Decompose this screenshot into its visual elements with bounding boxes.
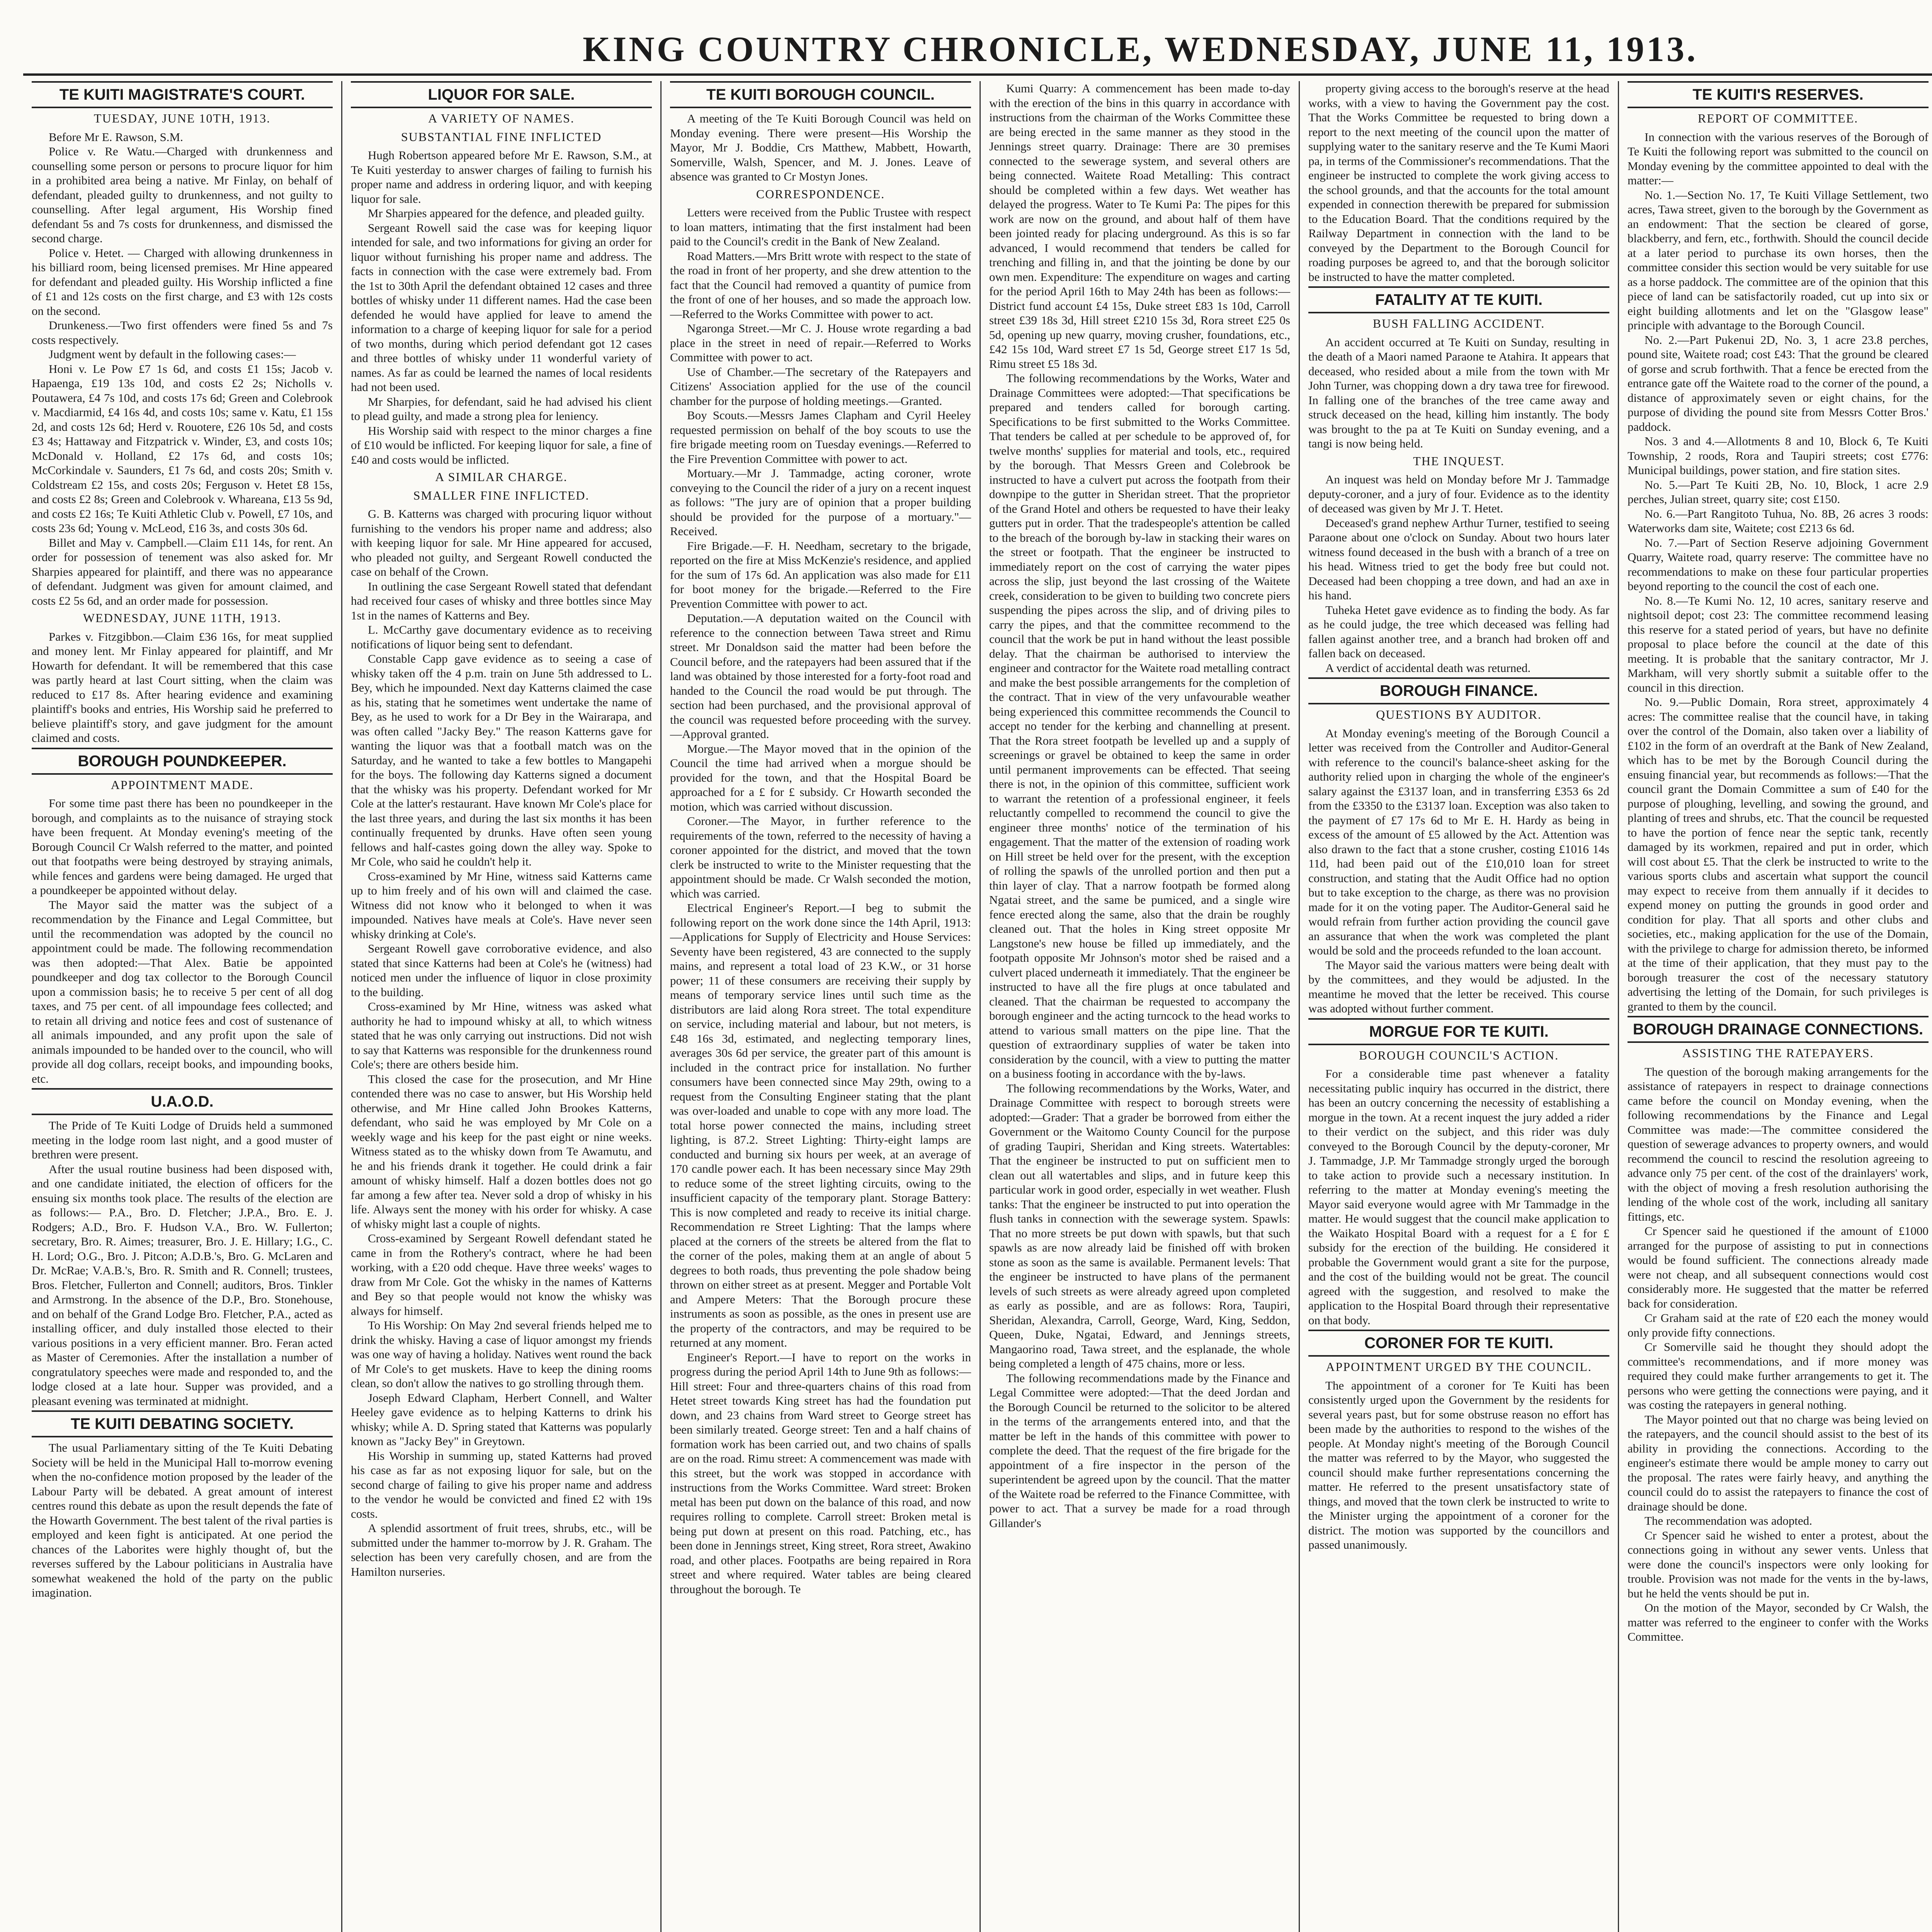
article-body — [32, 1440, 333, 1600]
article-paragraph: To His Worship: On May 2nd several friends helped me to drink the whisky. Having a case of liquor amongst my friends was one way of having a holiday. Natives went round the back of Mr Cole's to get muskets. Have to keep the dining rooms clean, so don't allow the natives to go strolling through them. — [351, 1318, 652, 1390]
article-body — [1308, 335, 1609, 451]
article-paragraph: No. 9.—Public Domain, Rora street, approximately 4 acres: The committee realise that the council have, in taking over the control of the Domain, also taken over a liability of £102 in the form of an overdraft at the Bank of New Zealand, which has to be met by the Borough Council during the ensuing financial year, but recommends as follows:—That the council grant the Domain Committee a sum of £40 for the purpose of ploughing, levelling, and sowing the ground, and planting of trees and shrubs, etc. That the council be requested to have the portion of fence near the septic tank, recently damaged by its workmen, repaired and put in order, which will cost about £5. That the clerk be instructed to write to the various sports clubs and ascertain what support the council may expect to receive from them annually if it decides to expend money on putting the grounds in good order and condition for play. That all sports and other clubs and societies, etc., making application for the use of the Domain, with the privilege to charge for admission thereto, be informed at the time of their application, that they must pay to the borough treasurer the cost of the necessary statutory advertising the letting of the Domain, for such privileges is granted to them by the council. — [1628, 695, 1929, 1013]
article-subheading: CORRESPONDENCE. — [756, 187, 885, 201]
article-paragraph: The Pride of Te Kuiti Lodge of Druids held a summoned meeting in the lodge room last night, and a good muster of brethren were present. — [32, 1119, 333, 1161]
article-paragraph: Coroner.—The Mayor, in further reference to the requirements of the town, referred to the necessity of having a coroner appointed for the district, and moved that the town clerk be instructed to write to the Minister requesting that the appointment should be made. Cr Walsh seconded the motion, which was carried. — [670, 814, 971, 900]
article-paragraph: L. McCarthy gave documentary evidence as to receiving notifications of liquor being sent to defendant. — [351, 623, 652, 651]
article-paragraph: No. 1.—Section No. 17, Te Kuiti Village Settlement, two acres, Tawa street, given to the borough by the Government as an endowment: That the section be cleared of gorse, blackberry, and fern, etc., forthwith. Should the council decide at a later period to purchase its own horses, then the committee consider this section would be very suitable for use as a horse paddock. The committee are of the opinion that this piece of land can be satisfactorily roaded, cut up into six or eight building allotments and let on the "Glasgow lease" principle with advantage to the Borough Council. — [1628, 188, 1929, 332]
article-paragraph: Cross-examined by Mr Hine, witness said Katterns came up to him freely and of his own will and claimed the case. Witness did not know who it belonged to when it was impounded. Natives have meals at Cole's. Have never seen whisky drinking at Cole's. — [351, 869, 652, 941]
article-paragraph: Drunkeness.—Two first offenders were fined 5s and 7s costs respectively. — [32, 318, 333, 347]
masthead-title: KING COUNTRY CHRONICLE, WEDNESDAY, JUNE 11, 1913. — [583, 29, 1698, 69]
article-paragraph: The recommendation was adopted. — [1645, 1514, 1812, 1527]
article-paragraph: His Worship said with respect to the minor charges a fine of £10 would be inflicted. For keeping liquor for sale, a fine of £40 and costs would be inflicted. — [351, 423, 652, 466]
article-subheading: APPOINTMENT MADE. — [111, 777, 254, 792]
article-body — [989, 81, 1290, 1530]
article-heading: MORGUE FOR TE KUITI. — [1308, 1018, 1609, 1045]
article-paragraph: In connection with the various reserves of the Borough of Te Kuiti the following report was submitted to the council on Monday evening by the committee appointed to deal with the matter:— — [1628, 130, 1929, 187]
article-subheading: THE INQUEST. — [1413, 454, 1505, 468]
article-date: WEDNESDAY, JUNE 11TH, 1913. — [83, 611, 282, 625]
article-body — [1308, 1378, 1609, 1552]
article-paragraph: Cross-examined by Sergeant Rowell defendant stated he came in from the Rothery's contract, where he had been working, with a £20 odd cheque. Have three weeks' wages to draw from Mr Cole. Got the whisky in the names of Katterns and Bey so that people would not know the whisky was always for himself. — [351, 1231, 652, 1318]
article-paragraph: Nos. 3 and 4.—Allotments 8 and 10, Block 6, Te Kuiti Township, 2 roods, Rora and Taupiri streets; cost £776: Municipal buildings, power station, and fire station sites. — [1628, 434, 1929, 477]
article-paragraph: Morgue.—The Mayor moved that in the opinion of the Council the time had arrived when a morgue should be provided for the town, and that the Hospital Board be approached for a £ for £ subsidy. Cr Howarth seconded the motion, which was carried without discussion. — [670, 742, 971, 813]
article-paragraph: Ngaronga Street.—Mr C. J. House wrote regarding a bad place in the street in need of repair.—Referred to Works Committee with power to act. — [670, 321, 971, 364]
article-body — [32, 1118, 333, 1408]
article-body — [1308, 472, 1609, 675]
article-paragraph: The appointment of a coroner for Te Kuiti has been consistently urged upon the Government by the residents for several years past, but for some obstruse reason no effort has been made by the authorities to respond to the wishes of the people. At Monday night's meeting of the Borough Council the matter was referred to by the Mayor, who suggested the council should make further representations concerning the matter. He referred to the present unsatisfactory state of things, and moved that the town clerk be instructed to write to the Minister urging the appointment of a coroner for the district. The motion was supported by the councillors and passed unanimously. — [1308, 1378, 1609, 1551]
article-body — [1308, 81, 1609, 284]
article-paragraph: Kumi Quarry: A commencement has been made to-day with the erection of the bins in this quarry in accordance with instructions from the chairman of the Works Committee these are being erected in the same manner as they stood in the Jennings street quarry. Drainage: There are 30 premises connected to the sewerage system, and several others are being connected. Waitete Road Metalling: This contract should be completed within a few days. Wet weather has delayed the progress. Water to Te Kumi Pa: The pipes for this work are now on the ground, and about half of them have been jointed ready for placing underground. As this is so far advanced, I would recommend that tenders be called for trenching and filling in, and that the jointing be done by our own men. Expenditure: The expenditure on wages and carting for the period April 16th to May 24th has been as follows:—District fund account £4 15s, Duke street £83 1s 10d, Carroll street £39 18s 3d, Hill street £210 15s 3d, Rora street £25 0s 5d, opening up new quarry, moving crusher, foundations, etc., £42 15s 10d, Ward street £7 1s 5d, George street £17 1s 5d, Rimu street £5 18s 3d. — [989, 82, 1290, 371]
article-body — [1628, 1065, 1929, 1644]
article-paragraph: The following recommendations made by the Finance and Legal Committee were adopted:—That the deed Jordan and the Borough Council be returned to the solicitor to be altered in the terms of the arrangements entered into, and that the matter be left in the hands of this committee with power to complete the deed. That the request of the fire brigade for the appointment of a fire inspector in the person of the superintendent be agreed upon by the council. That the matter of the Waitete road be referred to the Finance Committee, with power to act. That a survey be made for a road through Gillander's — [989, 1371, 1290, 1530]
article-paragraph: The Mayor said the various matters were being dealt with by the committees, and they would be adjusted. In the meantime he moved that the letter be received. This course was adopted without further comment. — [1308, 958, 1609, 1015]
article-heading: BOROUGH POUNDKEEPER. — [32, 748, 333, 775]
masthead-rule — [23, 73, 1932, 76]
article-body — [351, 148, 652, 467]
article-heading: TE KUITI MAGISTRATE'S COURT. — [32, 81, 333, 108]
article-heading: BOROUGH FINANCE. — [1308, 677, 1609, 704]
article-subheading: BUSH FALLING ACCIDENT. — [1372, 316, 1545, 330]
column-1 — [23, 81, 342, 1932]
article-heading: U.A.O.D. — [32, 1088, 333, 1115]
article-paragraph: Cross-examined by Mr Hine, witness was asked what authority he had to impound whisky at all, to which witness stated that he was only carrying out instructions. Did not wish to say that Katterns was responsible for the drunkenness round Cole's; there are others beside him. — [351, 1000, 652, 1071]
article-paragraph: For a considerable time past whenever a fatality necessitating public inquiry has occurred in the district, there has been an outcry concerning the necessity of establishing a morgue in the town. At a recent inquest the jury added a rider to their verdict on the subject, and this rider was duly conveyed to the Borough Council by the deputy-coroner, Mr J. Tammadge, J.P. Mr Tammadge strongly urged the borough to take action to provide such a necessary institution. In referring to the matter at Monday evening's meeting the Mayor said everyone would agree with Mr Tammadge in the matter. He would suggest that the council make application to the Waikato Hospital Board with a request for a £ for £ subsidy for the erection of the building. He considered it probable the Government would grant a site for the purpose, and the cost of the building would not be great. The council agreed with the suggestion, and resolved to make the application to the Hospital Board through their representative on that body. — [1308, 1067, 1609, 1327]
article-paragraph: Hugh Robertson appeared before Mr E. Rawson, S.M., at Te Kuiti yesterday to answer charges of failing to furnish his proper name and address in ordering liquor, and with keeping liquor for sale. — [351, 148, 652, 206]
article-paragraph: Deputation.—A deputation waited on the Council with reference to the connection between Tawa street and Rimu street. Mr Donaldson said the matter had been before the Council before, and the ratepayers had been assured that if the land was obtained by those interested for a forty-foot road and handed to the Council the road would be put through. The section had been purchased, and the provisional approval of the council was requested before proceeding with the survey.—Approval granted. — [670, 611, 971, 741]
column-6 — [1619, 81, 1932, 1932]
article-paragraph: No. 2.—Part Pukenui 2D, No. 3, 1 acre 23.8 perches, pound site, Waitete road; cost £43: That the ground be cleared of gorse and scrub forthwith. That a fence be erected from the entrance gate off the Waitete road to the corner of the pound, a distance of approximately seven or eight chains, for the purpose of dividing the pound site from Messrs Cotter Bros.' paddock. — [1628, 333, 1929, 434]
article-paragraph: Police v. Hetet. — Charged with allowing drunkenness in his billiard room, being licensed premises. Mr Hine appeared for defendant and pleaded guilty. His Worship inflicted a fine of £1 and 12s costs on the first charge, and £3 with 12s costs on the second. — [32, 246, 333, 318]
article-heading: BOROUGH DRAINAGE CONNECTIONS. — [1628, 1016, 1929, 1043]
article-paragraph: G. B. Katterns was charged with procuring liquor without furnishing to the vendors his proper name and address; also with keeping liquor for sale. Mr Hine appeared for accused, who pleaded not guilty, and Sergeant Rowell conducted the case on behalf of the Crown. — [351, 507, 652, 578]
article-heading: CORONER FOR TE KUITI. — [1308, 1330, 1609, 1357]
article-paragraph: Mortuary.—Mr J. Tammadge, acting coroner, wrote conveying to the Council the rider of a jury on a recent inquest as follows: "The jury are of opinion that a proper building should be provided for the purpose of a mortuary."—Received. — [670, 466, 971, 538]
article-paragraph: Sergeant Rowell gave corroborative evidence, and also stated that since Katterns had been at Cole's he (witness) had noticed men under the influence of liquor in close proximity to the building. — [351, 942, 652, 999]
article-paragraph: Judgment went by default in the following cases:— — [49, 347, 296, 361]
article-heading: TE KUITI DEBATING SOCIETY. — [32, 1410, 333, 1437]
article-paragraph: The following recommendations by the Works, Water, and Drainage Committee with respect to borough streets were adopted:—Grader: That a grader be borrowed from either the Government or the Waitomo County Council for the purpose of grading Taupiri, Sheridan and King streets. Watertables: That the engineer be instructed to put on sufficient men to clean out all watertables and slips, and in future keep this particular work in good order, especially in wet weather. Flush tanks: That the engineer be instructed to put into operation the flush tanks in connection with the sewerage system. Spawls: That no more streets be put down with spawls, but that such spawls as are now already laid be finished off with broken stone as soon as the same is available. Permanent levels: That the engineer be instructed to have plans of the permanent levels of such streets as were already agreed upon completed as early as possible, and are as follows: Rora, Taupiri, Sheridan, Alexandra, Carroll, George, Ward, King, Seddon, Queen, Duke, Ngatai, Edward, and Jennings streets, Mangaorino road, Tawa street, and the esplanade, the whole being completed a length of 475 chains, more or less. — [989, 1081, 1290, 1370]
article-paragraph: The Mayor said the matter was the subject of a recommendation by the Finance and Legal Committee, but until the recommendation was adopted by the council no appointment could be made. The following recommendation was then adopted:—That Alex. Batie be appointed poundkeeper and dog tax collector to the Borough Council upon a commission basis; he to receive 5 per cent of all dog taxes, and 75 per cent. of all impoundage fees collected; and to retain all driving and notice fees and cost of sustenance of all animals impounded, and any profit upon the sale of animals impounded to be handed over to the council, who will provide all dog collars, receipt books, and impounding books, etc. — [32, 898, 333, 1085]
article-paragraph: A verdict of accidental death was returned. — [1325, 661, 1531, 675]
article-paragraph: A meeting of the Te Kuiti Borough Council was held on Monday evening. There were present—His Worship the Mayor, Mr J. Boddie, Crs Matthew, Mabbett, Howarth, Somerville, Walsh, Spencer, and M. J. Jones. Leave of absence was granted to Cr Mostyn Jones. — [670, 112, 971, 183]
article-heading: TE KUITI BOROUGH COUNCIL. — [670, 81, 971, 108]
article-subheading: APPOINTMENT URGED BY THE COUNCIL. — [1326, 1360, 1592, 1374]
article-paragraph: The question of the borough making arrangements for the assistance of ratepayers in respect to drainage connections came before the council on Monday evening, when the following recommendations by the Finance and Legal Committee was made:—The committee considered the question of sewerage advances to property owners, and would recommend the council to rescind the resolution agreeing to advance only 75 per cent. of the cost of the drainlayers' work, with the object of moving a fresh resolution authorising the lending of the whole cost of the work, including all sanitary fittings, etc. — [1628, 1065, 1929, 1223]
article-heading: LIQUOR FOR SALE. — [351, 81, 652, 108]
article-body — [32, 629, 333, 745]
article-subheading: SUBSTANTIAL FINE INFLICTED — [401, 129, 602, 144]
article-paragraph: A splendid assortment of fruit trees, shrubs, etc., will be submitted under the hammer to-morrow by J. R. Graham. The selection has been very carefully chosen, and are from the Hamilton nurseries. — [351, 1521, 652, 1578]
article-paragraph: Boy Scouts.—Messrs James Clapham and Cyril Heeley requested permission on behalf of the boy scouts to use the fire brigade meeting room on Tuesday evenings.—Referred to the Fire Prevention Committee with power to act. — [670, 408, 971, 466]
article-body — [1628, 130, 1929, 1014]
article-body — [351, 507, 652, 1579]
article-paragraph: His Worship in summing up, stated Katterns had proved his case as far as not exposing liquor for sale, but on the second charge of failing to give his proper name and address to the vendor he would be convicted and fined £2 with 19s costs. — [351, 1449, 652, 1520]
article-paragraph: property giving access to the borough's reserve at the head works, with a view to having the Government pay the cost. That the Works Committee be requested to bring down a report to the next meeting of the council upon the matter of supplying water to the sanitary reserve and the Te Kumi Maori pa, in terms of the Commissioner's recommendations. That the engineer be instructed to complete the work giving access to the school grounds, and that the accounts for the total amount expended in connection therewith be prepared for submission to the Education Board. That the conditions required by the Railway Department in connection with the land to be conveyed by the Department to the Borough Council for roading purposes be agreed to, and that the borough solicitor be instructed to have the matter completed. — [1308, 82, 1609, 284]
article-paragraph: Mr Sharpies, for defendant, said he had advised his client to plead guilty, and made a strong plea for leniency. — [351, 395, 652, 423]
article-body — [1308, 1066, 1609, 1327]
article-subheading: QUESTIONS BY AUDITOR. — [1376, 707, 1542, 721]
article-paragraph: At Monday evening's meeting of the Borough Council a letter was received from the Controller and Auditor-General with reference to the council's balance-sheet asking for the authority relied upon in charging the whole of the engineer's salary against the £3137 loan, and in transferring £353 6s 2d from the £3350 to the £3137 loan. Exception was also taken to the payment of £7 17s 6d to Mr E. H. Hardy as being in excess of the amount of £5 allowed by the Act. Attention was also drawn to the fact that a stone crusher, costing £1016 14s 11d, had been paid out of the £10,010 loan for street construction, and stating that the Audit Office had no option but to take exception to the charge, as there was no provision made for it on the voting paper. The Auditor-General said he would refrain from further action providing the council gave an assurance that when the work was completed the plant would be sold and the proceeds refunded to the loan account. — [1308, 726, 1609, 957]
column-5 — [1300, 81, 1619, 1932]
article-paragraph: Deceased's grand nephew Arthur Turner, testified to seeing Paraone about one o'clock on Sunday. About two hours later witness found deceased in the bush with a branch of a tree on his head. Witness tried to get the body free but could not. Deceased had been chopping a tree down, and had an axe in his hand. — [1308, 516, 1609, 602]
article-paragraph: No. 6.—Part Rangitoto Tuhua, No. 8B, 26 acres 3 roods: Waterworks dam site, Waitete; cost £213 6s 6d. — [1628, 507, 1929, 535]
article-paragraph: Constable Capp gave evidence as to seeing a case of whisky taken off the 4 p.m. train on June 5th addressed to L. Bey, which he impounded. Next day Katterns claimed the case as his, stating that he sometimes went undertake the name of Bey, as he used to work for a Dr Bey in the Wairarapa, and was often called "Jacky Bey." The reason Katterns gave for wanting the liquor was that a football match was on the Saturday, and he wanted to take a few bottles to Mangapehi for the boys. The following day Katterns signed a document that the whisky was his property. Defendant worked for Mr Cole at the latter's restaurant. Have known Mr Cole's place for the last three years, and during the last six months it has been continually frequented by drunks. Have often seen young fellows and half-castes going down the alley way. Spoke to Mr Cole, who said he couldn't help it. — [351, 652, 652, 868]
column-2 — [342, 81, 662, 1932]
article-body — [32, 796, 333, 1086]
article-paragraph: Cr Graham said at the rate of £20 each the money would only provide fifty connections. — [1628, 1311, 1929, 1339]
article-paragraph: Electrical Engineer's Report.—I beg to submit the following report on the work done since the 14th April, 1913: —Applications for Supply of Electricity and House Services: Seventy have been registered, 43 are connected to the supply mains, and represent a total load of 23 K.W., or 31 horse power; 11 of these consumers are receiving their supply by means of temporary service lines until such time as the distributors are laid along Rora street. The total expenditure on service, including material and labour, but not meters, is £48 16s 3d, estimated, and neglecting temporary lines, averages 30s 6d per service, the greater part of this amount is included in the contract price for installation. No further consumers have been connected since May 29th, owing to a request from the Consulting Engineer stating that the plant was over-loaded and unable to cope with any more load. The total horse power connected the mains, including street lighting, is 87.2. Street Lighting: Thirty-eight lamps are conducted and burning six hours per week, at an average of 170 candle power each. It has been necessary since May 29th to reduce some of the street lighting circuits, owing to the insufficient capacity of the temporary plant. Storage Battery: This is now completed and ready to receive its initial charge. Recommendation re Street Lighting: That the lamps where placed at the corners of the streets be altered from the flat to the corner of the poles, making them at an angle of about 5 degrees to both roads, thus preventing the pole shadow being thrown on either street as at present. Megger and Portable Volt and Ampere Meters: That the Borough procure these instruments as soon as possible, as the ones in present use are the property of the contractors, and may be required to be returned at any moment. — [670, 901, 971, 1349]
article-paragraph: Tuheka Hetet gave evidence as to finding the body. As far as he could judge, the tree which deceased was felling had fallen against another tree, and a branch had broken off and fallen back on deceased. — [1308, 603, 1609, 660]
column-3 — [662, 81, 981, 1932]
article-paragraph: No. 7.—Part of Section Reserve adjoining Government Quarry, Waitete road, quarry reserve: The committee have no recommendations to make on these four particular properties beyond reporting to the council the cost of each one. — [1628, 536, 1929, 593]
article-body — [670, 111, 971, 184]
article-body — [670, 205, 971, 1596]
article-subheading: A VARIETY OF NAMES. — [428, 111, 575, 125]
article-paragraph: Parkes v. Fitzgibbon.—Claim £36 16s, for meat supplied and money lent. Mr Finlay appeared for plaintiff, and Mr Howarth for defendant. It will be remembered that this case was partly heard at last Court sitting, when the claim was reduced to £17 8s. After hearing evidence and examining plaintiff's books and entries, His Worship said he preferred to believe plaintiff's story, and gave judgment for the amount claimed and costs. — [32, 629, 333, 745]
article-paragraph: The usual Parliamentary sitting of the Te Kuiti Debating Society will be held in the Municipal Hall to-morrow evening when the no-confidence motion proposed by the leader of the Labour Party will be debated. A great amount of interest centres round this debate as upon the result depends the fate of the Howarth Government. The best talent of the rival parties is employed and keen fight is anticipated. At one period the chances of the Laborites were highly thought of, but the reverses suffered by the Labour politicians in Australia have somewhat weakened the hold of the party on the public imagination. — [32, 1441, 333, 1599]
article-paragraph: In outlining the case Sergeant Rowell stated that defendant had received four cases of whisky and three bottles since May 1st in the names of Katterns and Bey. — [351, 579, 652, 622]
column-4 — [981, 81, 1300, 1932]
article-paragraph: Cr Spencer said he questioned if the amount of £1000 arranged for the purpose of assisting to put in connections would be found sufficient. The connections already made were not cheap, and all subsequent connections would cost considerably more. He suggested that the matter be referred back for consideration. — [1628, 1224, 1929, 1310]
article-paragraph: This closed the case for the prosecution, and Mr Hine contended there was no case to answer, but His Worship held otherwise, and Mr Hine called John Brookes Katterns, defendant, who said he was employed by Mr Cole on a weekly wage and his keep for the past eight or nine weeks. Witness stated as to the whisky down from Te Awamutu, and he and his friends drank it together. He could drink a fair amount of whisky himself. Half a dozen bottles does not go far among a few after tea. Never sold a drop of whisky in his life. Always sent the money with his order for whisky. A case of whisky might last a couple of nights. — [351, 1072, 652, 1231]
article-paragraph: Engineer's Report.—I have to report on the works in progress during the period April 14th to June 9th as follows:—Hill street: Four and three-quarters chains of this road from Hetet street towards King street has had the foundation put down, and 23 chains from Ward street to George street has been similarly treated. George street: Ten and a half chains of formation work has been carried out, and two chains of spalls are on the road. Rimu street: A commencement was made with this street, but the work was stopped in accordance with instructions from the Works Committee. Ward street: Broken metal has been put down on the balance of this road, and now requires rolling to complete. Carroll street: Broken metal is being put down at present on this road. Patching, etc., has been done in Jennings street, King street, Rora street, Awakino road, and other places. Footpaths are being repaired in Rora street and where required. Water tables are being cleared throughout the borough. Te — [670, 1350, 971, 1596]
article-date: TUESDAY, JUNE 10TH, 1913. — [94, 111, 271, 125]
article-subheading: ASSISTING THE RATEPAYERS. — [1682, 1046, 1874, 1060]
article-body — [1308, 726, 1609, 1016]
article-paragraph: Joseph Edward Clapham, Herbert Connell, and Walter Heeley gave evidence as to helping Katterns to drink his whisky; while A. D. Spring stated that Katterns was popularly known as "Jacky Bey" in Greytown. — [351, 1391, 652, 1448]
article-paragraph: The following recommendations by the Works, Water and Drainage Committees were adopted:—That specifications be prepared and tenders called for borough carting. Specifications to be first submitted to the Works Committee. That tenders be called at per schedule to be approved of, for twelve months' supplies for material and tools, etc., required by the borough. That Messrs Green and Colebrook be instructed to have a culvert put across the footpath from their downpipe to the gutter in Sheridan street. That the proprietor of the Grand Hotel and others be requested to have their leaky gutters put in order. That the tradespeople's attention be called to the breach of the borough by-law in stacking their wares on the street or footpath. That the engineer be instructed to immediately report on the cost of carrying the water pipes across the slip, just beyond the last crossing of the Waitete creek, consideration to be given to building two concrete piers suspending the pipes across the slip, and of driving piles to carry the pipes, and that the committee recommend to the council that the work be put in hand without the least possible delay. That the chairman be authorised to interview the engineer and contractor for the Waitete road metalling contract and make the best possible arrangements for the completion of the contract. That in view of the very unfavourable weather being experienced this committee recommends the Council to accept no tender for the kerbing and channelling at present. That the Rora street footpath be levelled up and a supply of screenings or gravel be obtained to keep the same in order until permanent improvements can be effected. That seeing there is not, in the opinion of this committee, sufficient work to warrant the retention of a professional engineer, it feels reluctantly compelled to recommend the council to give the engineer three months' notice of the termination of his engagement. That the matter of the extension of roading work on Hill street be held over for the present, with the exception of rolling the spawls of the unrolled portion and then put a thin layer of clay. That a narrow footpath be formed along Ngatai street, and the same be pumiced, and a single wire fence erected along the same, also that the drain be roughly cleaned out. That the holes in King street opposite Mr Langstone's new house be filled up immediately, and the footpath opposite Mr Johnson's motor shed be raised and a culvert placed underneath it immediately. That the engineer be instructed to have all the fire plugs at once tabulated and cleaned. That the chairman be requested to accompany the borough engineer and the acting turncock to the head works to attend to various small matters on the pipe line. That the question of extraordinary supplies of water be taken into consideration by the council, with a view to putting the matter on a business footing in accordance with the by-laws. — [989, 371, 1290, 1080]
columns — [23, 81, 1932, 1932]
article-paragraph: For some time past there has been no poundkeeper in the borough, and complaints as to the nuisance of straying stock have been frequent. At Monday evening's meeting of the Borough Council Cr Walsh referred to the matter, and pointed out that footpaths were being destroyed by straying animals, while fences and gardens were being damaged. He urged that a poundkeeper be appointed without delay. — [32, 796, 333, 897]
article-paragraph: Letters were received from the Public Trustee with respect to loan matters, intimating that the first instalment had been paid to the Council's credit in the Bank of New Zealand. — [670, 206, 971, 248]
article-subheading: BOROUGH COUNCIL'S ACTION. — [1359, 1048, 1559, 1062]
article-paragraph: On the motion of the Mayor, seconded by Cr Walsh, the matter was referred to the engineer to confer with the Works Committee. — [1628, 1601, 1929, 1643]
article-heading: FATALITY AT TE KUITI. — [1308, 286, 1609, 313]
article-body — [32, 130, 333, 608]
article-paragraph: After the usual routine business had been disposed with, and one candidate initiated, the election of officers for the ensuing six months took place. The results of the election are as follows:— P.A., Bro. D. Fletcher; J.P.A., Bro. E. J. Rodgers; A.D., Bro. F. Hudson V.A., Bro. W. Fullerton; secretary, Bro. R. Aimes; treasurer, Bro. J. E. Hillary; I.G., C. H. Lord; O.G., Bro. J. Pitcon; A.D.B.'s, Bro. G. McLaren and Dr. McRae; V.A.B.'s, Bro. R. Smith and R. Connell; trustees, Bros. Fletcher, Fullerton and Connell; auditors, Bros. Tinkler and Armstrong. In the absence of the D.P., Bro. Stonehouse, and on behalf of the Grand Lodge Bro. Fletcher, P.A., acted as installing officer, and duly installed those elected to their various positions in a very efficient manner. Bro. Feran acted as Master of Ceremonies. After the installation a number of congratulatory speeches were made and responded to, and the lodge closed at a late hour. Supper was provided, and a pleasant evening was terminated at midnight. — [32, 1162, 333, 1408]
article-paragraph: Sergeant Rowell said the case was for keeping liquor intended for sale, and two informations for giving an order for liquor without furnishing his proper name and address. The facts in connection with the case were extremely bad. From the 1st to 30th April the defendant obtained 12 cases and three bottles of whisky under 11 different names. Had the case been defended he would have applied for leave to amend the information to a charge of keeping liquor for sale for a period of two months, during which period defendant got 12 cases and three bottles of whisky under 11 wonderful variety of names. As far as could be learned the names of local residents had not been used. — [351, 221, 652, 394]
article-paragraph: Fire Brigade.—F. H. Needham, secretary to the brigade, reported on the fire at Miss McKenzie's residence, and applied for the sum of 17s 6d. An application was also made for £11 for boot money for the brigade.—Referred to the Fire Prevention Committee with power to act. — [670, 539, 971, 611]
article-heading: A SIMILAR CHARGE. — [435, 470, 568, 484]
article-heading: TE KUITI'S RESERVES. — [1628, 81, 1929, 108]
article-paragraph: Mr Sharpies appeared for the defence, and pleaded guilty. — [368, 206, 645, 220]
article-subheading: REPORT OF COMMITTEE. — [1697, 111, 1859, 125]
article-subheading: SMALLER FINE INFLICTED. — [413, 488, 590, 502]
article-paragraph: Use of Chamber.—The secretary of the Ratepayers and Citizens' Association applied for the use of the council chamber for the purpose of holding meetings.—Granted. — [670, 365, 971, 408]
article-paragraph: Honi v. Le Pow £7 1s 6d, and costs £1 15s; Jacob v. Hapaenga, £19 13s 10d, and costs £2 2s; Nicholls v. Poutawera, £4 7s 10d, and costs 17s 6d; Green and Colebrook v. Macdiarmid, £4 16s 4d, and costs 10s; same v. Katu, £1 15s 2d, and costs 12s 6d; Herd v. Rouotere, £26 10s 5d, and costs £3 4s; Hattaway and Fitzpatrick v. Winder, £3, and costs 10s; McDonald v. Holland, £2 17s 6d, and costs 10s; McCorkindale v. Saunders, £1 7s 6d, and costs 20s; Smith v. Coldstream £2 15s, and costs 20s; Ferguson v. Hetet £8 15s, and costs £2 8s; Green and Colebrook v. Whareana, £13 5s 9d, and costs £2 16s; Te Kuiti Athletic Club v. Powell, £7 10s, and costs 23s 6d; Young v. McLeod, £16 3s, and costs 30s 6d. — [32, 362, 333, 535]
article-paragraph: Police v. Re Watu.—Charged with drunkenness and counselling some person or persons to procure liquor for him in a prohibited area being a native. Mr Finlay, on behalf of defendant, pleaded guilty to drunkenness, and not guilty to counselling. After legal argument, His Worship fined defendant 5s and 7s costs for drunkenness, and dismissed the second charge. — [32, 145, 333, 245]
article-paragraph: Billet and May v. Campbell.—Claim £11 14s, for rent. An order for possession of tenement was also asked for. Mr Sharpies appeared for plaintiff, and there was no appearance of defendant. Judgment was given for amount claimed, and costs £2 5s 6d, and an order made for possession. — [32, 536, 333, 607]
article-paragraph: No. 8.—Te Kumi No. 12, 10 acres, sanitary reserve and nightsoil depot; cost 23: The committee recommend leasing this reserve for a stated period of years, but have no definite proposal to place before the council at the date of this meeting. It is probable that the sanitary contractor, Mr J. Markham, will very shortly submit a suitable offer to the council in this direction. — [1628, 594, 1929, 694]
article-paragraph: No. 5.—Part Te Kuiti 2B, No. 10, Block, 1 acre 2.9 perches, Julian street, quarry site; cost £150. — [1628, 478, 1929, 506]
article-paragraph: Cr Spencer said he wished to enter a protest, about the connections going in without any sewer vents. Unless that were done the council's inspectors were only looking for trouble. Provision was not made for the vents in the by-laws, but he held the vents should be put in. — [1628, 1528, 1929, 1600]
article-paragraph: Cr Somerville said he thought they should adopt the committee's recommendations, and if more money was required they could make further arrangements to get it. The persons who were getting the connections were paying, and it was costing the ratepayers in general nothing. — [1628, 1340, 1929, 1412]
article-paragraph: Road Matters.—Mrs Britt wrote with respect to the state of the road in front of her property, and she drew attention to the fact that the Council had removed a quantity of pumice from the front of one of her houses, and so made the approach low. —Referred to the Works Committee with power to act. — [670, 249, 971, 321]
article-paragraph: An inquest was held on Monday before Mr J. Tammadge deputy-coroner, and a jury of four. Evidence as to the identity of deceased was given by Mr J. T. Hetet. — [1308, 473, 1609, 515]
article-paragraph: Before Mr E. Rawson, S.M. — [49, 130, 183, 144]
article-paragraph: An accident occurred at Te Kuiti on Sunday, resulting in the death of a Maori named Paraone te Atahira. It appears that deceased, who resided about a mile from the town with Mr John Turner, was chopping down a dry tawa tree for firewood. In falling one of the branches of the tree came away and struck deceased on the head, killing him instantly. The body was brought to the pa at Te Kuiti on Sunday evening, and a tangi is now being held. — [1308, 335, 1609, 450]
masthead — [23, 8, 1932, 70]
article-paragraph: The Mayor pointed out that no charge was being levied on the ratepayers, and the council should assist to the best of its ability in providing the connections. According to the engineer's estimate there would be ample money to carry out the proposal. The rates were fairly heavy, and anything the council could do to assist the ratepayers to finance the cost of drainage should be done. — [1628, 1412, 1929, 1513]
